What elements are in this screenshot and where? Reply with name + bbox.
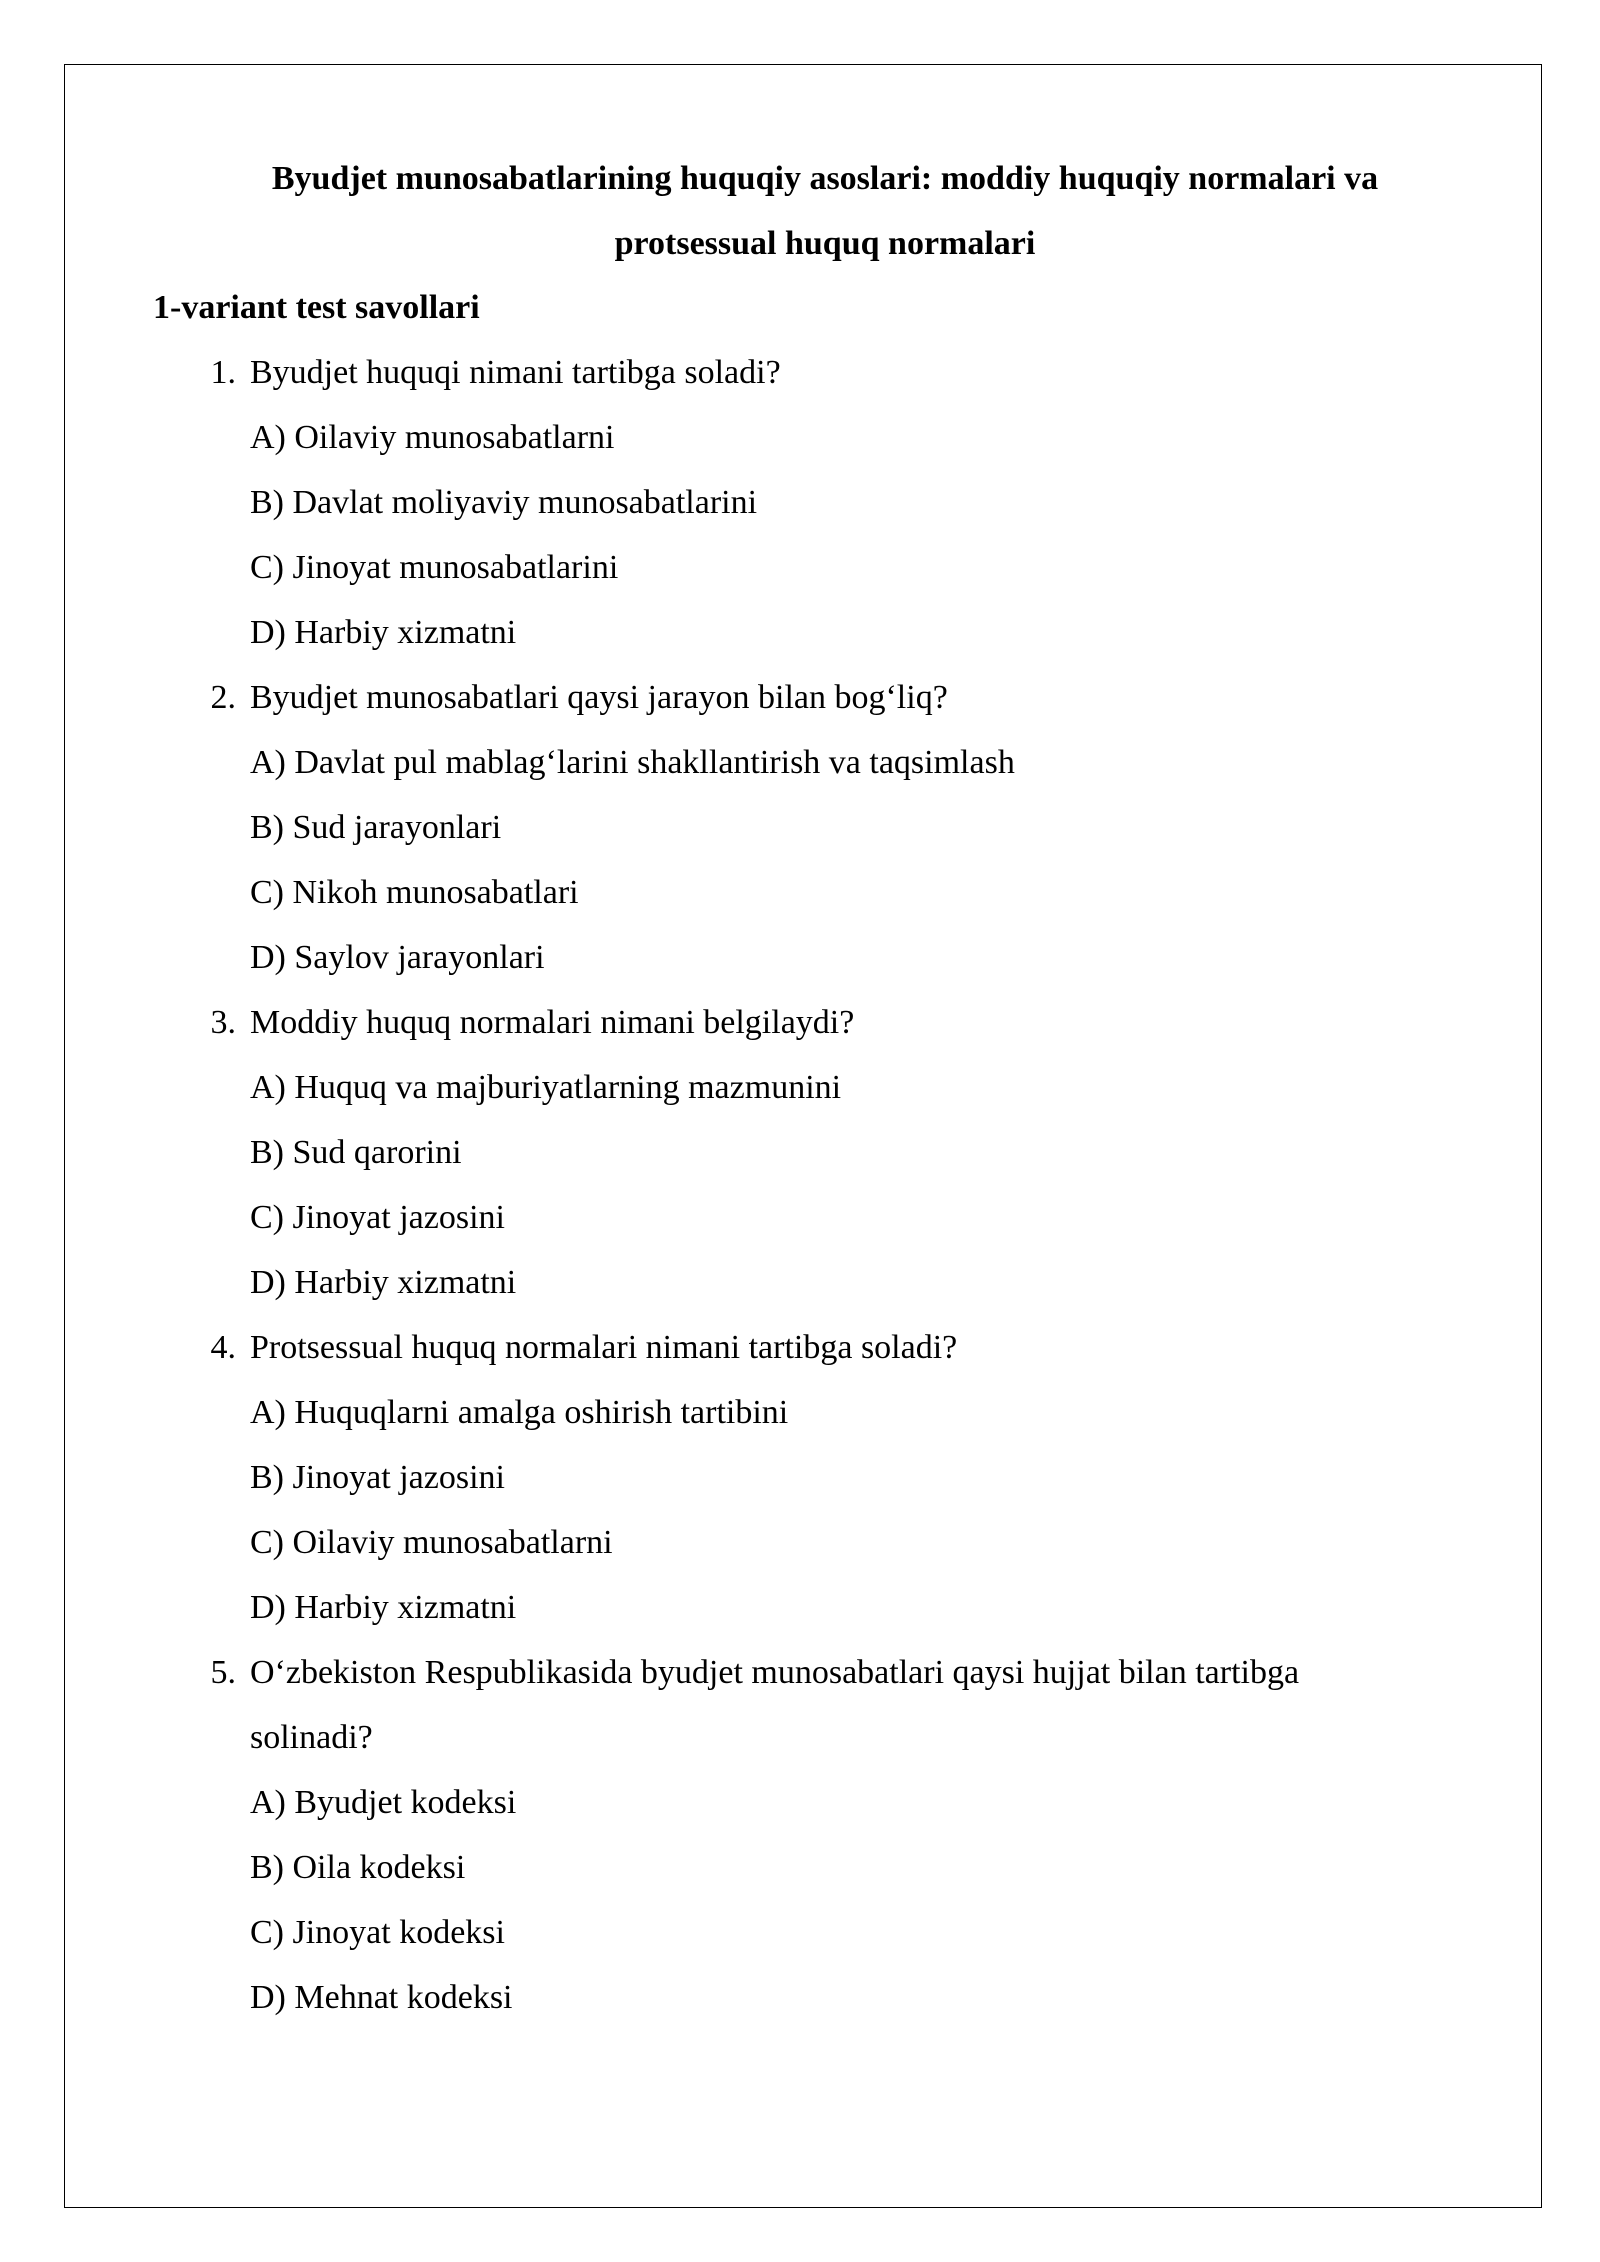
question-text: O‘zbekiston Respublikasida byudjet munosabatlari qaysi hujjat bilan tartibga solinadi? [250, 1654, 1300, 1756]
question-number: 1. [210, 354, 236, 391]
answer-option-d: D) Harbiy xizmatni [250, 1589, 517, 1626]
answer-option-d: D) Harbiy xizmatni [250, 614, 517, 651]
question-text: Byudjet huquqi nimani tartibga soladi? [250, 354, 781, 391]
answer-option-b: B) Sud qarorini [250, 1134, 462, 1171]
question-number: 2. [210, 679, 236, 716]
question-text: Protsessual huquq normalari nimani tartibga soladi? [250, 1329, 958, 1366]
answer-options [0, 1055, 1600, 1315]
question-5 [0, 1640, 1600, 2030]
question-text: Byudjet munosabatlari qaysi jarayon bilan bog‘liq? [250, 679, 948, 716]
answer-option-c: C) Oilaviy munosabatlarni [250, 1524, 613, 1561]
title-line-1: Byudjet munosabatlarining huquqiy asoslari: moddiy huquqiy normalari va [271, 160, 1379, 197]
question-2 [0, 665, 1600, 990]
answer-options [0, 1770, 1600, 2030]
answer-option-a: A) Huquq va majburiyatlarning mazmunini [250, 1069, 842, 1106]
answer-option-a: A) Byudjet kodeksi [250, 1784, 517, 1821]
question-number: 4. [210, 1329, 236, 1366]
answer-option-c: C) Jinoyat munosabatlarini [250, 549, 619, 586]
answer-option-a: A) Oilaviy munosabatlarni [250, 419, 615, 456]
answer-options [0, 1380, 1600, 1640]
answer-option-b: B) Davlat moliyaviy munosabatlarini [250, 484, 758, 521]
question-1 [0, 340, 1600, 665]
question-4 [0, 1315, 1600, 1640]
answer-option-a: A) Davlat pul mablag‘larini shakllantirish va taqsimlash [250, 744, 1015, 781]
title-line-2: protsessual huquq normalari [614, 225, 1036, 262]
answer-options [0, 730, 1600, 990]
answer-option-b: B) Oila kodeksi [250, 1849, 466, 1886]
question-number: 3. [210, 1004, 236, 1041]
question-list [0, 340, 1600, 2030]
answer-option-a: A) Huquqlarni amalga oshirish tartibini [250, 1394, 789, 1431]
answer-option-c: C) Jinoyat kodeksi [250, 1914, 505, 1951]
document-title [150, 146, 1500, 276]
answer-option-d: D) Saylov jarayonlari [250, 939, 545, 976]
question-text: Moddiy huquq normalari nimani belgilaydi? [250, 1004, 855, 1041]
answer-option-b: B) Sud jarayonlari [250, 809, 502, 846]
answer-option-d: D) Harbiy xizmatni [250, 1264, 517, 1301]
answer-option-c: C) Jinoyat jazosini [250, 1199, 505, 1236]
variant-heading: 1-variant test savollari [153, 289, 480, 326]
answer-options [0, 405, 1600, 665]
answer-option-b: B) Jinoyat jazosini [250, 1459, 505, 1496]
answer-option-c: C) Nikoh munosabatlari [250, 874, 579, 911]
question-number: 5. [210, 1654, 236, 1691]
answer-option-d: D) Mehnat kodeksi [250, 1979, 513, 2016]
question-3 [0, 990, 1600, 1315]
